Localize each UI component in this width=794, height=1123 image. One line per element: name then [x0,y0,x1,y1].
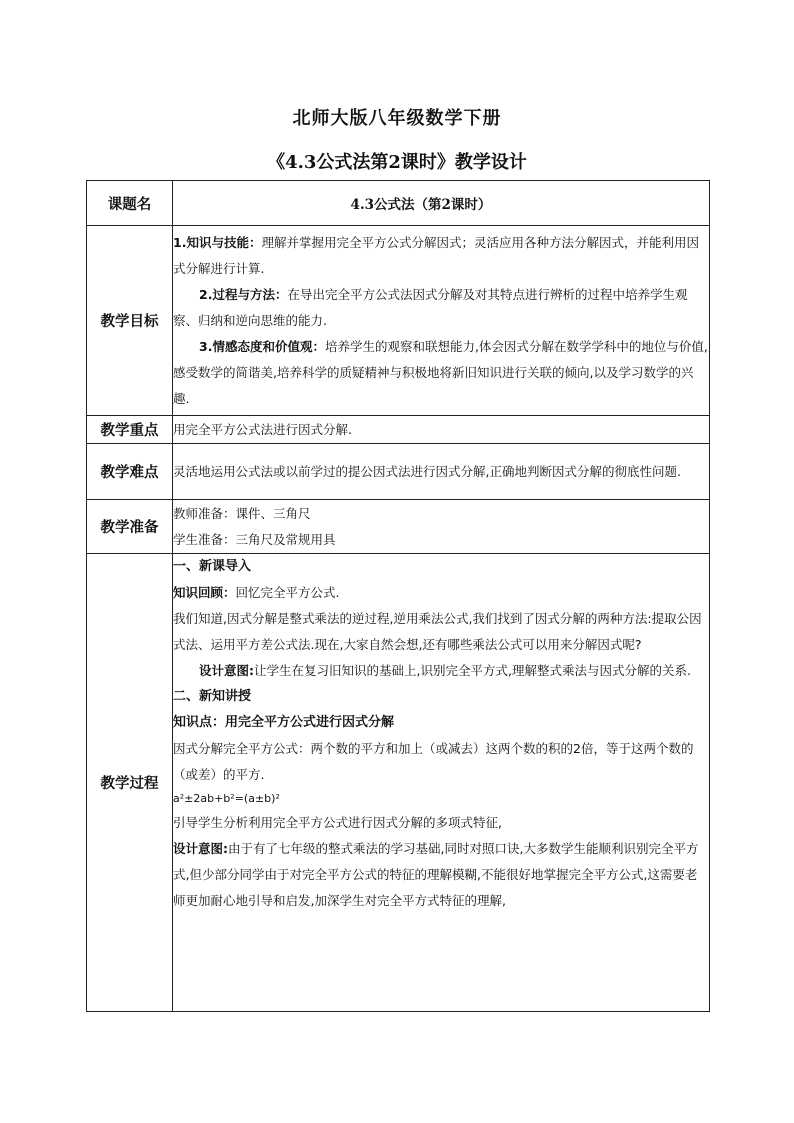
key-point-label: 教学重点 [87,416,173,444]
knowledge-review [173,580,709,606]
table-row-preparation [87,500,710,554]
objective-process-text: 在导出完全平方公式法因式分解及对其特点进行辨析的过程中培养学生观察、归纳和逆向思维的能力. [173,286,688,328]
table-row-difficulty [87,444,710,500]
guide-paragraph: 引导学生分析利用完全平方公式进行因式分解的多项式特征, [173,815,502,830]
design-intent-2-text: 由于有了七年级的整式乘法的学习基础,同时对照口诀,大多数学生能顺利识别完全平方式,但少部分同学由于对完全平方公式的特征的理解模糊,不能很好地掌握完全平方公式,这需要老师更加耐心地引导和启发,加深学生对完全平方式特征的理解, [173,841,699,908]
topic-label: 课题名 [87,181,173,226]
objectives-content [173,226,710,416]
design-intent-2 [173,836,709,914]
knowledge-point: 知识点：用完全平方公式进行因式分解 [173,715,395,730]
document-subtitle: 《4.3公式法第2课时》教学设计 [267,152,527,173]
lesson-plan-table [86,180,710,1012]
perfect-square-formula: a²±2ab+b²=(a±b)² [173,792,280,805]
objective-attitude [173,334,709,412]
process-label: 教学过程 [87,554,173,1012]
objective-attitude-text: 培养学生的观察和联想能力,体会因式分解在数学学科中的地位与价值,感受数学的简谐美,培养科学的质疑精神与积极地将新旧知识进行关联的倾向,以及学习数学的兴趣. [173,338,708,406]
objective-process [173,282,709,334]
preparation-label: 教学准备 [87,500,173,554]
difficulty-text: 灵活地运用公式法或以前学过的提公因式法进行因式分解,正确地判断因式分解的彻底性问题. [173,444,710,500]
objective-knowledge-head: 1.知识与技能： [173,234,262,250]
teacher-preparation: 教师准备：课件、三角尺 [173,505,311,521]
difficulty-label: 教学难点 [87,444,173,500]
design-intent-1-head: 设计意图: [199,663,254,678]
formula-definition: 因式分解完全平方公式：两个数的平方和加上（或减去）这两个数的积的2倍，等于这两个数的（或差）的平方. [173,741,694,782]
objective-knowledge [173,230,709,282]
design-intent-1-text: 让学生在复习旧知识的基础上,识别完全平方式,理解整式乘法与因式分解的关系. [254,663,691,678]
document-title: 北师大版八年级数学下册 [292,108,502,129]
table-row-objectives [87,226,710,416]
design-intent-2-head: 设计意图: [173,841,228,856]
student-preparation: 学生准备：三角尺及常规用具 [173,531,336,547]
knowledge-review-text: 回忆完全平方公式. [235,585,340,600]
objectives-label: 教学目标 [87,226,173,416]
topic-value-text: 4.3公式法（第2课时） [350,197,492,213]
process-content [173,554,710,1012]
design-intent-1 [173,658,709,684]
intro-paragraph: 我们知道,因式分解是整式乘法的逆过程,逆用乘法公式,我们找到了因式分解的两种方法:提取公因式法、运用平方差公式法.现在,大家自然会想,还有哪些乘法公式可以用来分解因式呢? [173,611,702,652]
objective-attitude-head: 3.情感态度和价值观： [199,338,325,354]
knowledge-review-head: 知识回顾： [173,585,236,600]
key-point-text: 用完全平方公式法进行因式分解. [173,416,710,444]
section-new-knowledge: 二、新知讲授 [173,689,252,704]
topic-value [173,181,710,226]
objective-process-head: 2.过程与方法： [199,286,288,302]
preparation-content [173,500,710,554]
section-new-lesson-intro: 一、新课导入 [173,559,252,574]
objective-knowledge-text: 理解并掌握用完全平方公式分解因式；灵活应用各种方法分解因式，并能利用因式分解进行计算. [173,234,699,276]
table-row-process [87,554,710,1012]
table-row-key-point [87,416,710,444]
table-row-topic [87,181,710,226]
